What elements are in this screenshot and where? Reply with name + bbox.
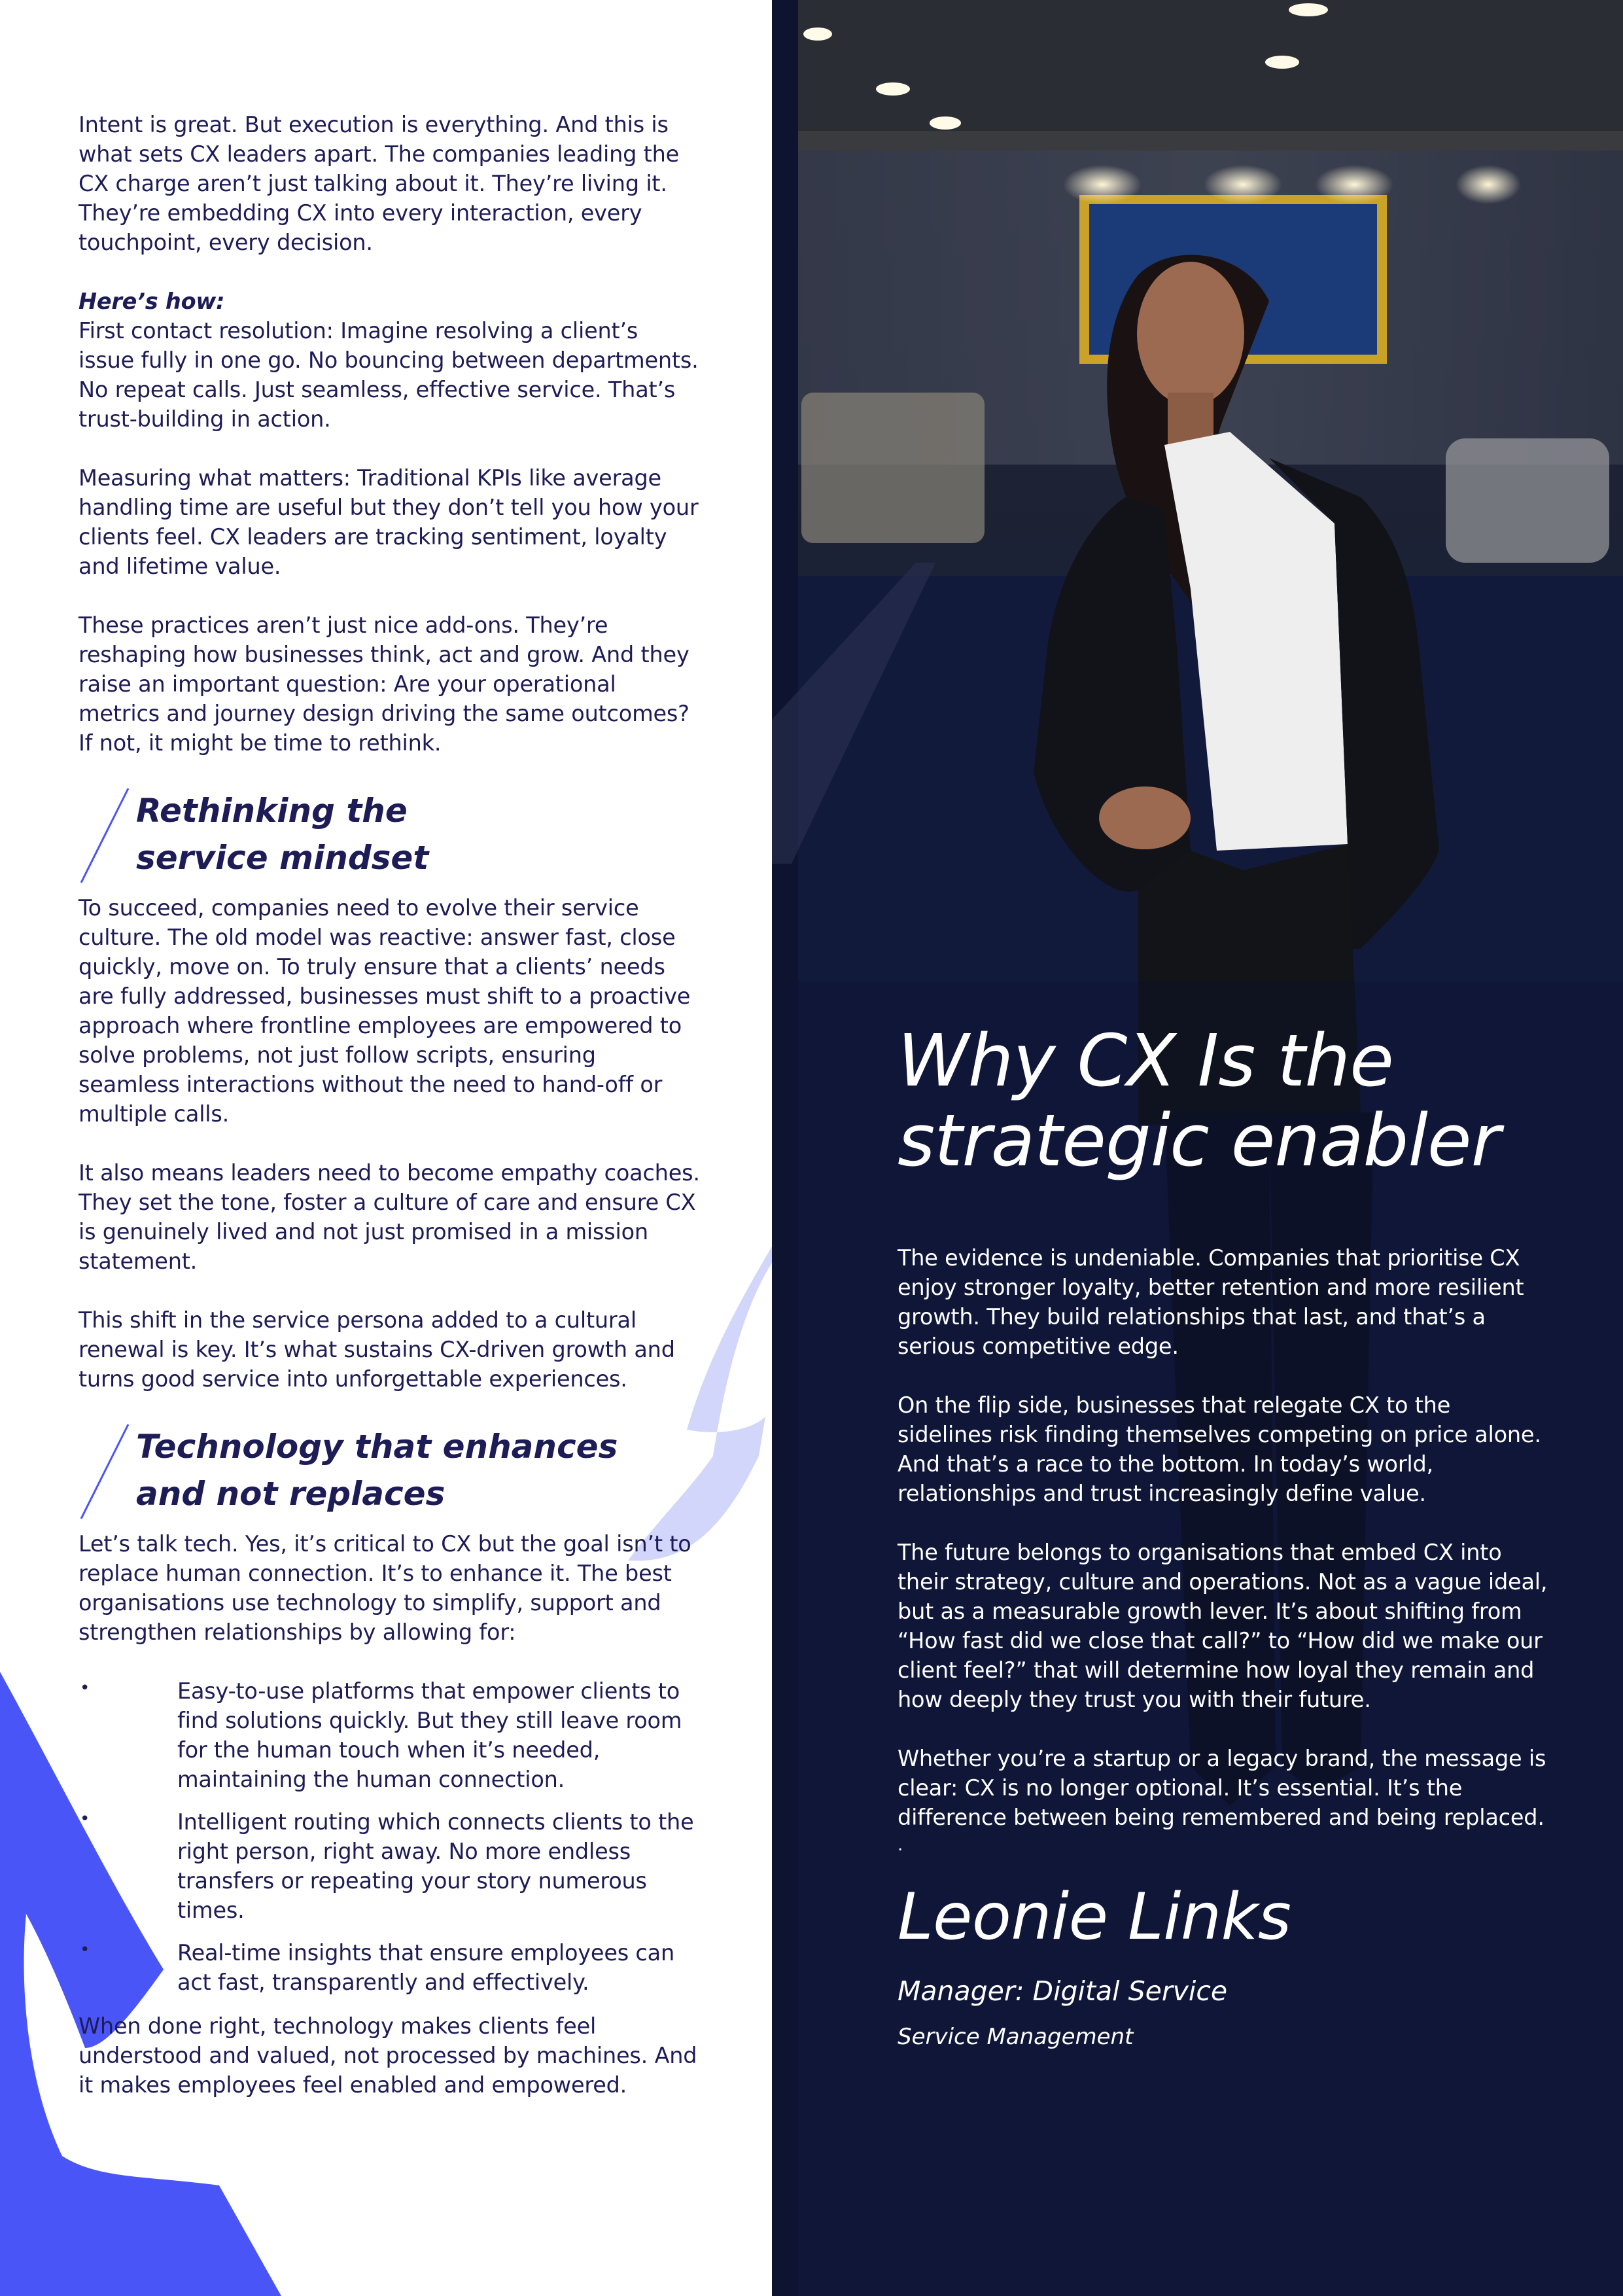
author-department: Service Management [898,2024,1134,2050]
first-contact-text: First contact resolution: Imagine resolving a client’s issue fully in one go. No bouncing between departments. No repeat calls. Just seamless, effective service. That’s trust-building in action. [79,318,699,432]
heres-how-label: Here’s how: [79,289,225,314]
left-column [0,0,772,2296]
heading-technology [79,1423,700,1517]
flip-side-paragraph: On the flip side, businesses that relegate CX to the sidelines risk finding themselves competing on price alone. And that’s a race to the bottom. In today’s world, relationships and trust increasingly define value. [898,1392,1541,1506]
heading-line: Technology that enhances [136,1428,618,1466]
empathy-paragraph: It also means leaders need to become empathy coaches. They set the tone, foster a culture of care and ensure CX is genuinely lived and not just promised in a mission statement. [79,1160,700,1274]
title-line: Why CX Is the [898,1019,1393,1103]
heading-line: service mindset [136,839,429,877]
practices-paragraph: These practices aren’t just nice add-ons. They’re reshaping how businesses think, act and grow. And they raise an important question: Are your operational metrics and journey design driving the same outcomes? If not, it might be time to rethink. [79,612,689,756]
slash-accent-icon [79,1423,131,1520]
list-item-text: Real-time insights that ensure employees can act fast, transparently and effectively. [177,1940,675,1995]
bullet-icon: • [80,1678,90,1698]
tech-paragraph: Let’s talk tech. Yes, it’s critical to CX but the goal isn’t to replace human connection. It’s to enhance it. The best organisations use technology to simplify, support and strengthen relationships by allowing for: [79,1531,691,1645]
intro-paragraph: Intent is great. But execution is everything. And this is what sets CX leaders apart. The companies leading the CX charge aren’t just talking about it. They’re living it. They’re embedding CX into every interaction, every touchpoint, every decision. [79,112,680,255]
bullet-icon: • [80,1809,90,1829]
startup-paragraph: Whether you’re a startup or a legacy brand, the message is clear: CX is no longer optional. It’s essential. It’s the difference between being remembered and being replaced. [898,1746,1546,1830]
succeed-paragraph: To succeed, companies need to evolve their service culture. The old model was reactive: answer fast, close quickly, move on. To truly ensure that a clients’ needs are fully addressed, businesses must shift to a proactive approach where frontline employees are empowered to solve problems, not just follow scripts, ensuring seamless interactions without the need to hand-off or multiple calls. [79,895,691,1127]
list-item [79,1807,700,1925]
slash-accent-icon [79,787,131,884]
title-line: strategic enabler [898,1099,1500,1182]
benefits-list [79,1676,700,1997]
list-item-text: Intelligent routing which connects clients to the right person, right away. No more endless transfers or repeating your story numerous times. [177,1809,694,1923]
heading-line: and not replaces [136,1475,445,1513]
section-title [898,1021,1552,1180]
author-title: Manager: Digital Service [898,1975,1228,2007]
article-right-text [898,1021,1552,2051]
bullet-icon: • [80,1940,90,1960]
article-left-text [79,110,700,2129]
heading-line: Rethinking the [136,792,408,830]
right-photo-panel [772,0,1623,2296]
list-item [79,1676,700,1794]
list-item [79,1938,700,1997]
heading-service-mindset [79,787,700,881]
done-right-paragraph: When done right, technology makes clients feel understood and valued, not processed by machines. And it makes employees feel enabled and empowered. [79,2013,697,2098]
first-contact-paragraph [79,287,700,434]
future-paragraph: The future belongs to organisations that embed CX into their strategy, culture and operations. Not as a vague ideal, but as a measurable growth lever. It’s about shifting from “How fast did we close that call?” to “How did we make our client feel?” that will determine how loyal they remain and how deeply they trust you with their future. [898,1540,1548,1712]
author-name: Leonie Links [898,1880,1291,1954]
list-item-text: Easy-to-use platforms that empower clients to find solutions quickly. But they still leave room for the human touch when it’s needed, maintaining the human connection. [177,1678,682,1792]
stray-period: . [898,1835,903,1855]
evidence-paragraph: The evidence is undeniable. Companies that prioritise CX enjoy stronger loyalty, better retention and more resilient growth. They build relationships that last, and that’s a serious competitive edge. [898,1245,1524,1359]
measuring-paragraph: Measuring what matters: Traditional KPIs like average handling time are useful but they don’t tell you how your clients feel. CX leaders are tracking sentiment, loyalty and lifetime value. [79,465,699,579]
shift-paragraph: This shift in the service persona added to a cultural renewal is key. It’s what sustains CX-driven growth and turns good service into unforgettable experiences. [79,1307,675,1392]
